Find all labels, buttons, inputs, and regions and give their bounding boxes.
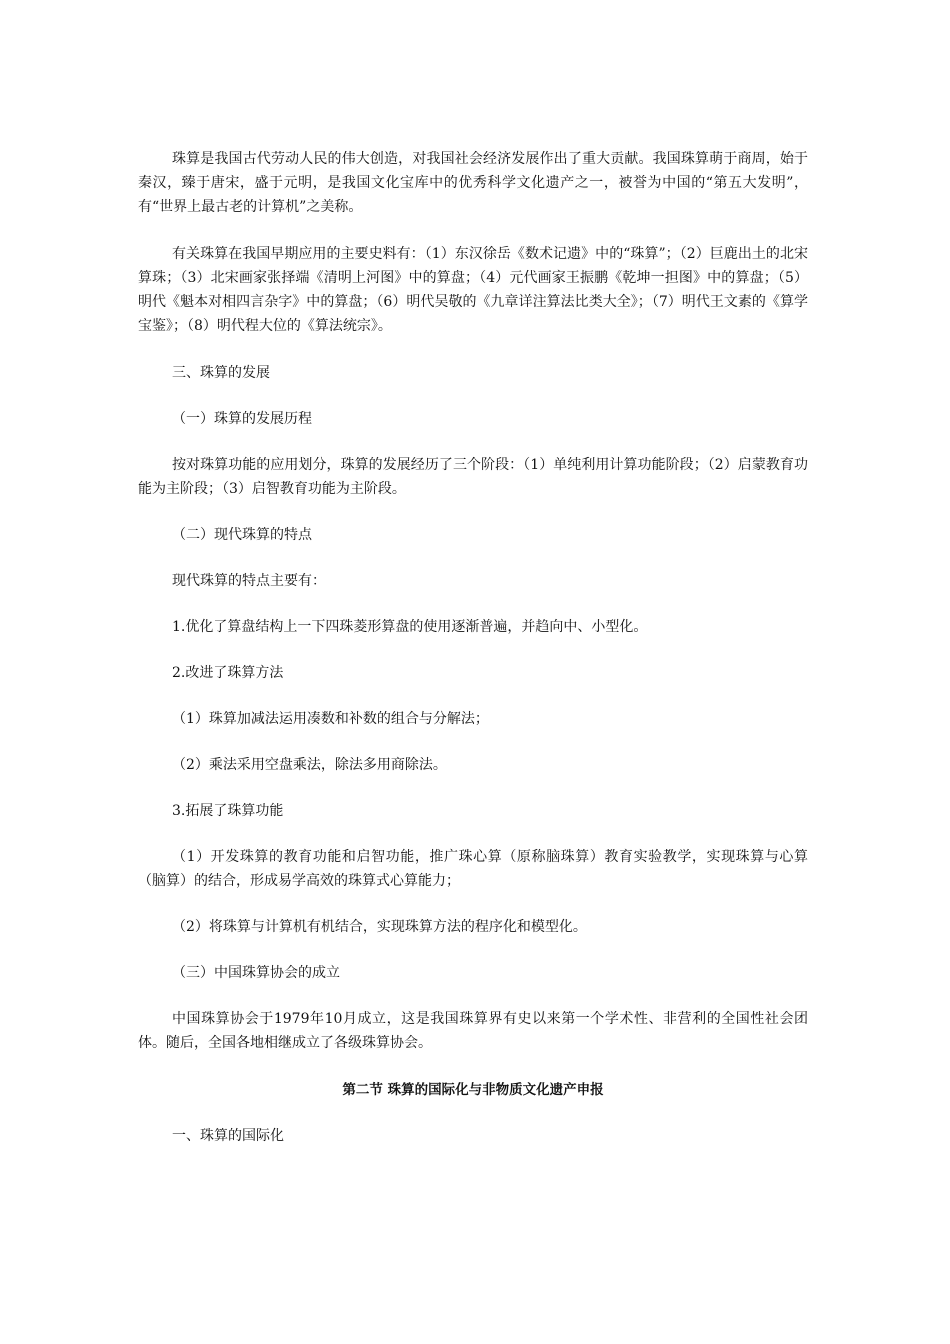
intro-paragraph: 珠算是我国古代劳动人民的伟大创造，对我国社会经济发展作出了重大贡献。我国珠算萌于商周，始于秦汉，臻于唐宋，盛于元明，是我国文化宝库中的优秀科学文化遗产之一，被誉为中国的“第五大发明”，有“世界上最古老的计算机”之美称。 xyxy=(138,151,808,215)
subheading-development-history: （一）珠算的发展历程 xyxy=(172,411,312,427)
feature-item-2-sub-1: （1）珠算加减法运用凑数和补数的组合与分解法； xyxy=(172,711,489,727)
development-stages-paragraph: 按对珠算功能的应用划分，珠算的发展经历了三个阶段：（1）单纯利用计算功能阶段；（2）启蒙教育功能为主阶段；（3）启智教育功能为主阶段。 xyxy=(138,457,808,497)
association-paragraph: 中国珠算协会于1979年10月成立，这是我国珠算界有史以来第一个学术性、非营利的全国性社会团体。随后，全国各地相继成立了各级珠算协会。 xyxy=(138,1011,808,1051)
section-heading-development: 三、珠算的发展 xyxy=(172,365,270,381)
feature-item-3: 3.拓展了珠算功能 xyxy=(172,803,284,819)
feature-item-3-sub-2: （2）将珠算与计算机有机结合，实现珠算方法的程序化和模型化。 xyxy=(172,919,587,935)
section-heading-internationalization: 第二节 珠算的国际化与非物质文化遗产申报 xyxy=(342,1082,604,1098)
subheading-association: （三）中国珠算协会的成立 xyxy=(172,965,340,981)
subheading-modern-features: （二）现代珠算的特点 xyxy=(172,527,312,543)
subheading-internationalization: 一、珠算的国际化 xyxy=(172,1128,284,1144)
historical-sources-paragraph: 有关珠算在我国早期应用的主要史料有：（1）东汉徐岳《数术记遗》中的“珠算”；（2）巨鹿出土的北宋算珠；（3）北宋画家张择端《清明上河图》中的算盘；（4）元代画家王振鹏《乾坤一担图》中的算盘；（5）明代《魁本对相四言杂字》中的算盘；（6）明代吴敬的《九章详注算法比类大全》；（7）明代王文素的《算学宝鉴》；（8）明代程大位的《算法统宗》。 xyxy=(138,246,808,334)
feature-item-2-sub-2: （2）乘法采用空盘乘法，除法多用商除法。 xyxy=(172,757,447,773)
feature-item-3-sub-1: （1）开发珠算的教育功能和启智功能，推广珠心算（原称脑珠算）教育实验教学，实现珠算与心算（脑算）的结合，形成易学高效的珠算式心算能力； xyxy=(138,849,808,889)
document-body xyxy=(138,147,808,1148)
modern-features-intro: 现代珠算的特点主要有： xyxy=(172,573,326,589)
feature-item-2: 2.改进了珠算方法 xyxy=(172,665,284,681)
feature-item-1: 1.优化了算盘结构上一下四珠菱形算盘的使用逐渐普遍，并趋向中、小型化。 xyxy=(172,619,648,635)
